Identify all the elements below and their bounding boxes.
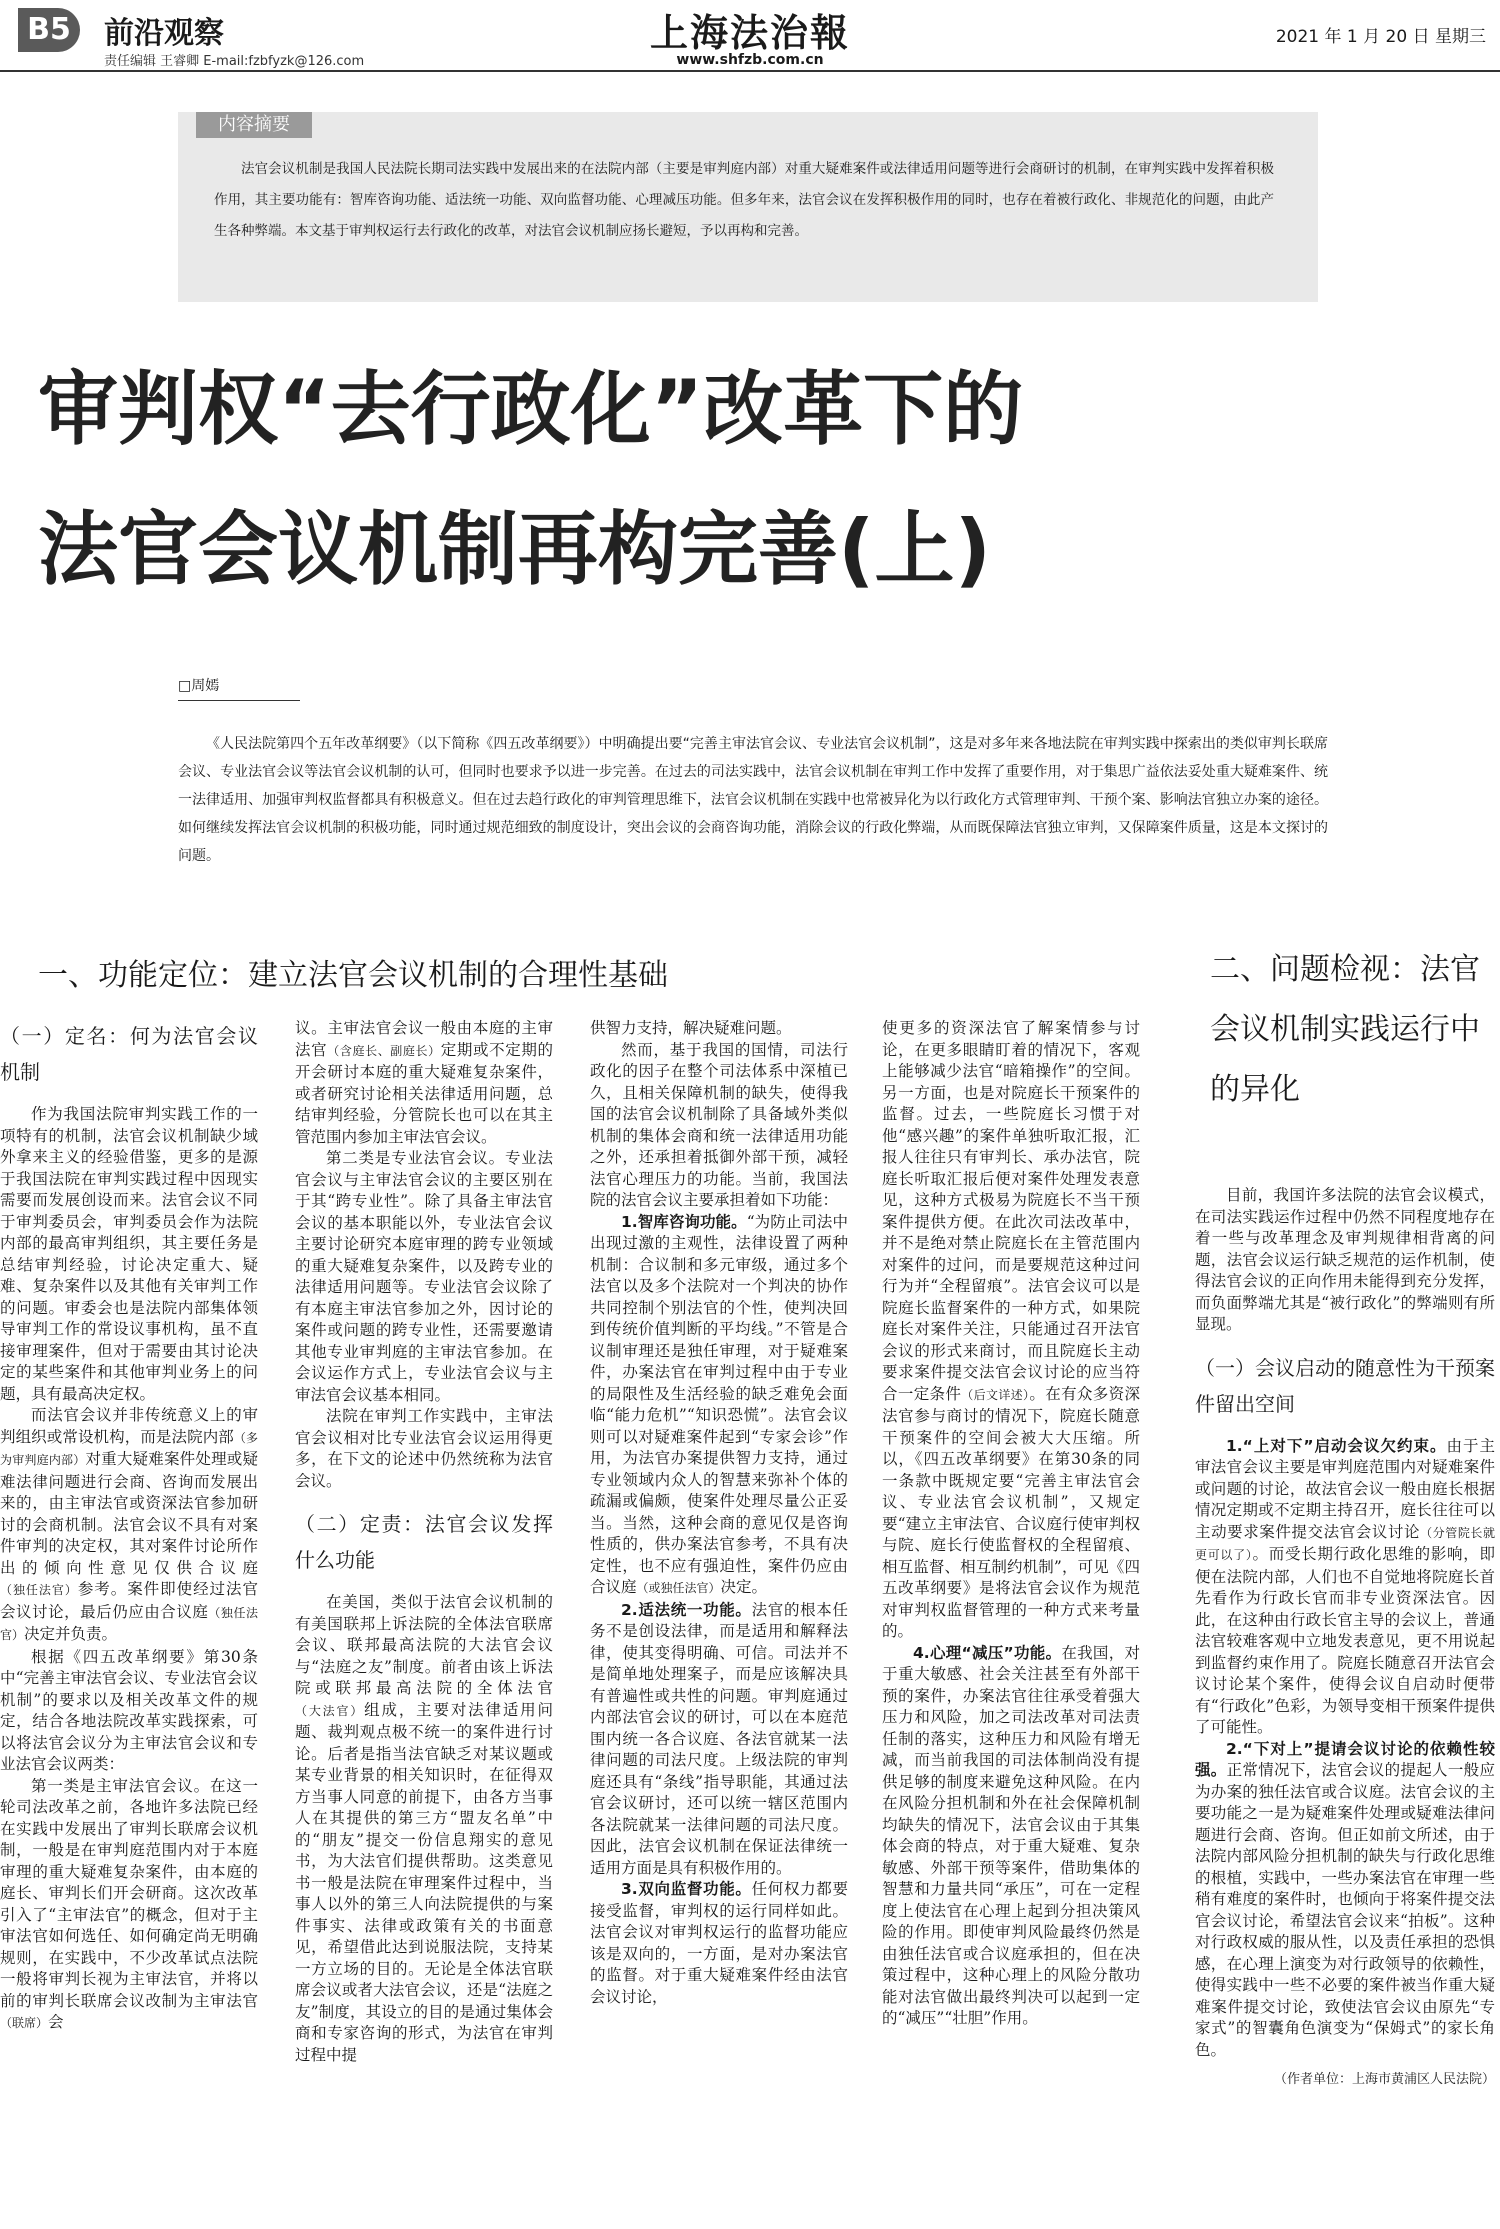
page-header [0, 0, 1500, 72]
abstract-box [178, 112, 1318, 302]
article-title-line-2: 法官会议机制再构完善(上) [38, 503, 992, 596]
text-column-4 [882, 1018, 1140, 2030]
subheading: （一）定名：何为法官会议机制 [0, 1024, 258, 1084]
byline: □周嫣 [178, 678, 220, 694]
section-name: 前沿观察 [104, 16, 224, 51]
newspaper-masthead: 上海法治報 [649, 10, 850, 55]
author-affiliation: （作者单位：上海市黄浦区人民法院） [1273, 2072, 1495, 2087]
article-intro: 《人民法院第四个五年改革纲要》（以下简称《四五改革纲要》）中明确提出要“完善主审法官会议、专业法官会议机制”，这是对多年来各地法院在审判实践中探索出的类似审判长联席会议、专业法官会议等法官会议机制的认可，但同时也要求予以进一步完善。在过去的司法实践中，法官会议机制在审判工作中发挥了重要作用，对于集思广益依法妥处重大疑难案件、统一法律适用、加强审判权监督都具有积极意义。但在过去趋行政化的审判管理思维下，法官会议机制在实践中也常被异化为以行政化方式管理审判、干预个案、影响法官独立办案的途径。如何继续发挥法官会议机制的积极功能，同时通过规范细致的制度设计，突出会议的会商咨询功能，消除会议的行政化弊端，从而既保障法官独立审判，又保障案件质量，这是本文探讨的问题。 [178, 736, 1328, 864]
paragraph: 第二类是专业法官会议。专业法官会议与主审法官会议的主要区别在于其“跨专业性”。除了具备主审法官会议的基本职能以外，专业法官会议主要讨论研究本庭审理的跨专业领域的重大疑难复杂案件，以及跨专业的法律适用问题等。专业法官会议除了有本庭主审法官参加之外，因讨论的案件或问题的跨专业性，还需要邀请其他专业审判庭的主审法官参加。在会议运作方式上，专业法官会议与主审法官会议基本相同。 [295, 1149, 553, 1404]
paragraph: 3.双向监督功能。任何权力都要接受监督，审判权的运行同样如此。法官会议对审判权运行的监督功能应该是双向的，一方面，是对办案法官的监督。对于重大疑难案件经由法官会议讨论， [590, 1880, 848, 2006]
section-1-title: 一、功能定位：建立法官会议机制的合理性基础 [38, 958, 668, 993]
paragraph: 1.智库咨询功能。“为防止司法中出现过激的主观性，法律设置了两种机制：合议制和多元审级，通过多个法官以及多个法院对一个判决的协作共同控制个别法官的个性，使判决回到传统价值判断的平均线。”不管是合议制审理还是独任审理，对于疑难案件，办案法官在审判过程中由于专业的局限性及生活经验的缺乏难免会面临“能力危机”“知识恐慌”。法官会议则可以对疑难案件起到“专家会诊”作用，为法官办案提供智力支持，通过专业领域内众人的智慧来弥补个体的疏漏或偏颇，使案件处理尽量公正妥当。当然，这种会商的意见仅是咨询性质的，供办案法官参考，不具有决定性，也不应有强迫性，案件仍应由合议庭（或独任法官）决定。 [590, 1212, 848, 1596]
text-column-3 [590, 1018, 848, 2008]
subheading: （一）会议启动的随意性为干预案件留出空间 [1195, 1355, 1495, 1416]
paragraph: 2.“下对上”提请会议讨论的依赖性较强。正常情况下，法官会议的提起人一般应为办案的独任法官或合议庭。法官会议的主要功能之一是为疑难案件处理或疑难法律问题进行会商、咨询。但正如前文所述，由于法院内部风险分担机制的缺失与行政化思维的根植，实践中，一些办案法官在审理一些稍有难度的案件时，也倾向于将案件提交法官会议讨论，希望法官会议来“拍板”。这种对行政权威的服从性，以及责任承担的恐惧感，在心理上演变为对行政领导的依赖性，使得实践中一些不必要的案件被当作重大疑难案件提交讨论，致使法官会议由原先“专家式”的智囊角色演变为“保姆式”的家长角色。 [1195, 1739, 1495, 2059]
paragraph: 作为我国法院审判实践工作的一项特有的机制，法官会议机制缺少域外拿来主义的经验借鉴，更多的是源于我国法院在审判实践过程中因现实需要而发展创设而来。法官会议不同于审判委员会，审判委员会作为法院内部的最高审判组织，其主要任务是总结审判经验，讨论决定重大、疑难、复杂案件以及其他有关审判工作的问题。审委会也是法院内部集体领导审判工作的常设议事机构，虽不直接审理案件，但对于需要由其讨论决定的某些案件和其他审判业务上的问题，具有最高决定权。 [0, 1105, 258, 1403]
page-number-badge: B5 [18, 8, 80, 52]
paragraph: 使更多的资深法官了解案情参与讨论，在更多眼睛盯着的情况下，客观上能够减少法官“暗箱操作”的空间。另一方面，也是对院庭长干预案件的监督。过去，一些院庭长习惯于对他“感兴趣”的案件单独听取汇报，汇报人往往只有审判长、承办法官，院庭长听取汇报后便对案件处理发表意见，这种方式极易为院庭长不当干预案件提供方便。在此次司法改革中，并不是绝对禁止院庭长在主管范围内对案件的过问，而是要规范这种过问行为并“全程留痕”。法官会议可以是院庭长监督案件的一种方式，如果院庭长对案件关注，只能通过召开法官会议的形式来商讨，而且院庭长主动要求案件提交法官会议讨论的应当符合一定条件（后文详述）。在有众多资深法官参与商讨的情况下，院庭长随意干预案件的空间会被大大压缩。所以，《四五改革纲要》在第30条的同一条款中既规定要“完善主审法官会议、专业法官会议机制”，又规定要“建立主审法官、合议庭行使审判权与院、庭长行使监督权的全程留痕、相互监督、相互制约机制”，可见《四五改革纲要》是将法官会议作为规范对审判权监督管理的一种方式来考量的。 [882, 1019, 1140, 1640]
paragraph: 根据《四五改革纲要》第30条中“完善主审法官会议、专业法官会议机制”的要求以及相关改革文件的规定，结合各地法院改革实践探索，可以将法官会议分为主审法官会议和专业法官会议两类： [0, 1647, 258, 1773]
issue-date: 2021 年 1 月 20 日 星期三 [1275, 27, 1486, 47]
paragraph: 目前，我国许多法院的法官会议模式，在司法实践运作过程中仍然不同程度地存在着一些与改革理念及审判规律相背离的问题，法官会议运行缺乏规范的运作机制，使得法官会议的正向作用未能得到充分发挥，而负面弊端尤其是“被行政化”的弊端则有所显现。 [1195, 1186, 1495, 1333]
text-column-1 [0, 1018, 258, 2035]
abstract-text: 法官会议机制是我国人民法院长期司法实践中发展出来的在法院内部（主要是审判庭内部）对重大疑难案件或法律适用问题等进行会商研讨的机制，在审判实践中发挥着积极作用，其主要功能有：智库咨询功能、适法统一功能、双向监督功能、心理减压功能。但多年来，法官会议在发挥积极作用的同时，也存在着被行政化、非规范化的问题，由此产生各种弊端。本文基于审判权运行去行政化的改革，对法官会议机制应扬长避短，予以再构和完善。 [214, 161, 1274, 239]
paragraph: 法院在审判工作实践中，主审法官会议相对比专业法官会议运用得更多，在下文的论述中仍然统称为法官会议。 [295, 1407, 553, 1490]
paragraph: 供智力支持，解决疑难问题。 [590, 1019, 792, 1037]
editor-line: 责任编辑 王睿卿 E-mail:fzbfyzk@126.com [104, 54, 365, 69]
article-title-line-1: 审判权“去行政化”改革下的 [38, 363, 1024, 456]
newspaper-url: www.shfzb.com.cn [676, 52, 824, 68]
paragraph: 4.心理“减压”功能。在我国，对于重大敏感、社会关注甚至有外部干预的案件，办案法官往往承受着强大压力和风险，加之司法改革对司法责任制的落实，这种压力和风险有增无减，而当前我国的司法体制尚没有提供足够的制度来避免这种风险。在内在风险分担机制和外在社会保障机制均缺失的情况下，法官会议由于其集体会商的特点，对于重大疑难、复杂敏感、外部干预等案件，借助集体的智慧和力量共同“承压”，可在一定程度上使法官在心理上起到分担决策风险的作用。即使审判风险最终仍然是由独任法官或合议庭承担的，但在决策过程中，这种心理上的风险分散功能对法官做出最终判决可以起到一定的“减压”“壮胆”作用。 [882, 1643, 1140, 2027]
text-column-5 [1195, 1185, 1495, 2091]
section-2-title: 二、问题检视：法官会议机制实践运行中的异化 [1210, 952, 1480, 1107]
paragraph: 而法官会议并非传统意义上的审判组织或常设机构，而是法院内部（多为审判庭内部）对重大疑难案件处理或疑难法律问题进行会商、咨询而发展出来的，由主审法官或资深法官参加研讨的会商机制。法官会议不具有对案件审判的决定权，其对案件讨论所作出的倾向性意见仅供合议庭（独任法官）参考。案件即使经过法官会议讨论，最后仍应由合议庭（独任法官）决定并负责。 [0, 1406, 258, 1643]
abstract-label: 内容摘要 [196, 112, 312, 138]
paragraph: 第一类是主审法官会议。在这一轮司法改革之前，各地许多法院已经在实践中发展出了审判长联席会议机制，一般是在审判庭范围内对于本庭审理的重大疑难复杂案件，由本庭的庭长、审判长们开会研商。这次改革引入了“主审法官”的概念，但对于主审法官如何选任、如何确定尚无明确规则，在实践中，不少改革试点法院一般将审判长视为主审法官，并将以前的审判长联席会议改制为主审法官（联席）会 [0, 1776, 258, 2031]
text-column-2 [295, 1018, 553, 2066]
paragraph: 然而，基于我国的国情，司法行政化的因子在整个司法体系中深植已久，且相关保障机制的缺失，使得我国的法官会议机制除了具备域外类似机制的集体会商和统一法律适用功能之外，还承担着抵御外部干预，减轻法官心理压力的功能。当前，我国法院的法官会议主要承担着如下功能： [590, 1040, 848, 1209]
byline-rule [178, 700, 300, 701]
subheading: （二）定责：法官会议发挥什么功能 [295, 1512, 553, 1572]
paragraph: 1.“上对下”启动会议欠约束。由于主审法官会议主要是审判庭范围内对疑难案件或问题的讨论，故法官会议一般由庭长根据情况定期或不定期主持召开，庭长往往可以主动要求案件提交法官会议讨论（分管院长就更可以了）。而受长期行政化思维的影响，即便在法院内部，人们也不自觉地将院庭长首先看作为行政长官而非专业资深法官。因此，在这种由行政长官主导的会议上，普通法官较难客观中立地发表意见，更不用说起到监督约束作用了。院庭长随意召开法官会议讨论某个案件，使得会议自启动时便带有“行政化”色彩，为领导变相干预案件提供了可能性。 [1195, 1436, 1495, 1736]
paragraph: 在美国，类似于法官会议机制的有美国联邦上诉法院的全体法官联席会议、联邦最高法院的大法官会议与“法庭之友”制度。前者由该上诉法院或联邦最高法院的全体法官（大法官）组成，主要对法律适用问题、裁判观点极不统一的案件进行讨论。后者是指当法官缺乏对某议题或某专业背景的相关知识时，在征得双方当事人同意的前提下，由各方当事人在其提供的第三方“盟友名单”中的“朋友”提交一份信息翔实的意见书，为大法官们提供帮助。这类意见书一般是法院在审理案件过程中，当事人以外的第三人向法院提供的与案件事实、法律或政策有关的书面意见，希望借此达到说服法院，支持某一方立场的目的。无论是全体法官联席会议或者大法官会议，还是“法庭之友”制度，其设立的目的是通过集体会商和专家咨询的形式，为法官在审判过程中提 [295, 1593, 553, 2064]
paragraph: 2.适法统一功能。法官的根本任务不是创设法律，而是适用和解释法律，使其变得明确、可信。司法并不是简单地处理案子，而是应该解决具有普遍性或共性的问题。审判庭通过内部法官会议的研讨，可以在本庭范围内统一各合议庭、各法官就某一法律问题的司法尺度。上级法院的审判庭还具有“条线”指导职能，其通过法官会议研讨，还可以统一辖区范围内各法院就某一法律问题的司法尺度。因此，法官会议机制在保证法律统一适用方面是具有积极作用的。 [590, 1600, 848, 1877]
paragraph: 议。主审法官会议一般由本庭的主审法官（含庭长、副庭长）定期或不定期的开会研讨本庭的重大疑难复杂案件，或者研究讨论相关法律适用问题，总结审判经验，分管院长也可以在其主管范围内参加主审法官会议。 [295, 1019, 553, 1146]
